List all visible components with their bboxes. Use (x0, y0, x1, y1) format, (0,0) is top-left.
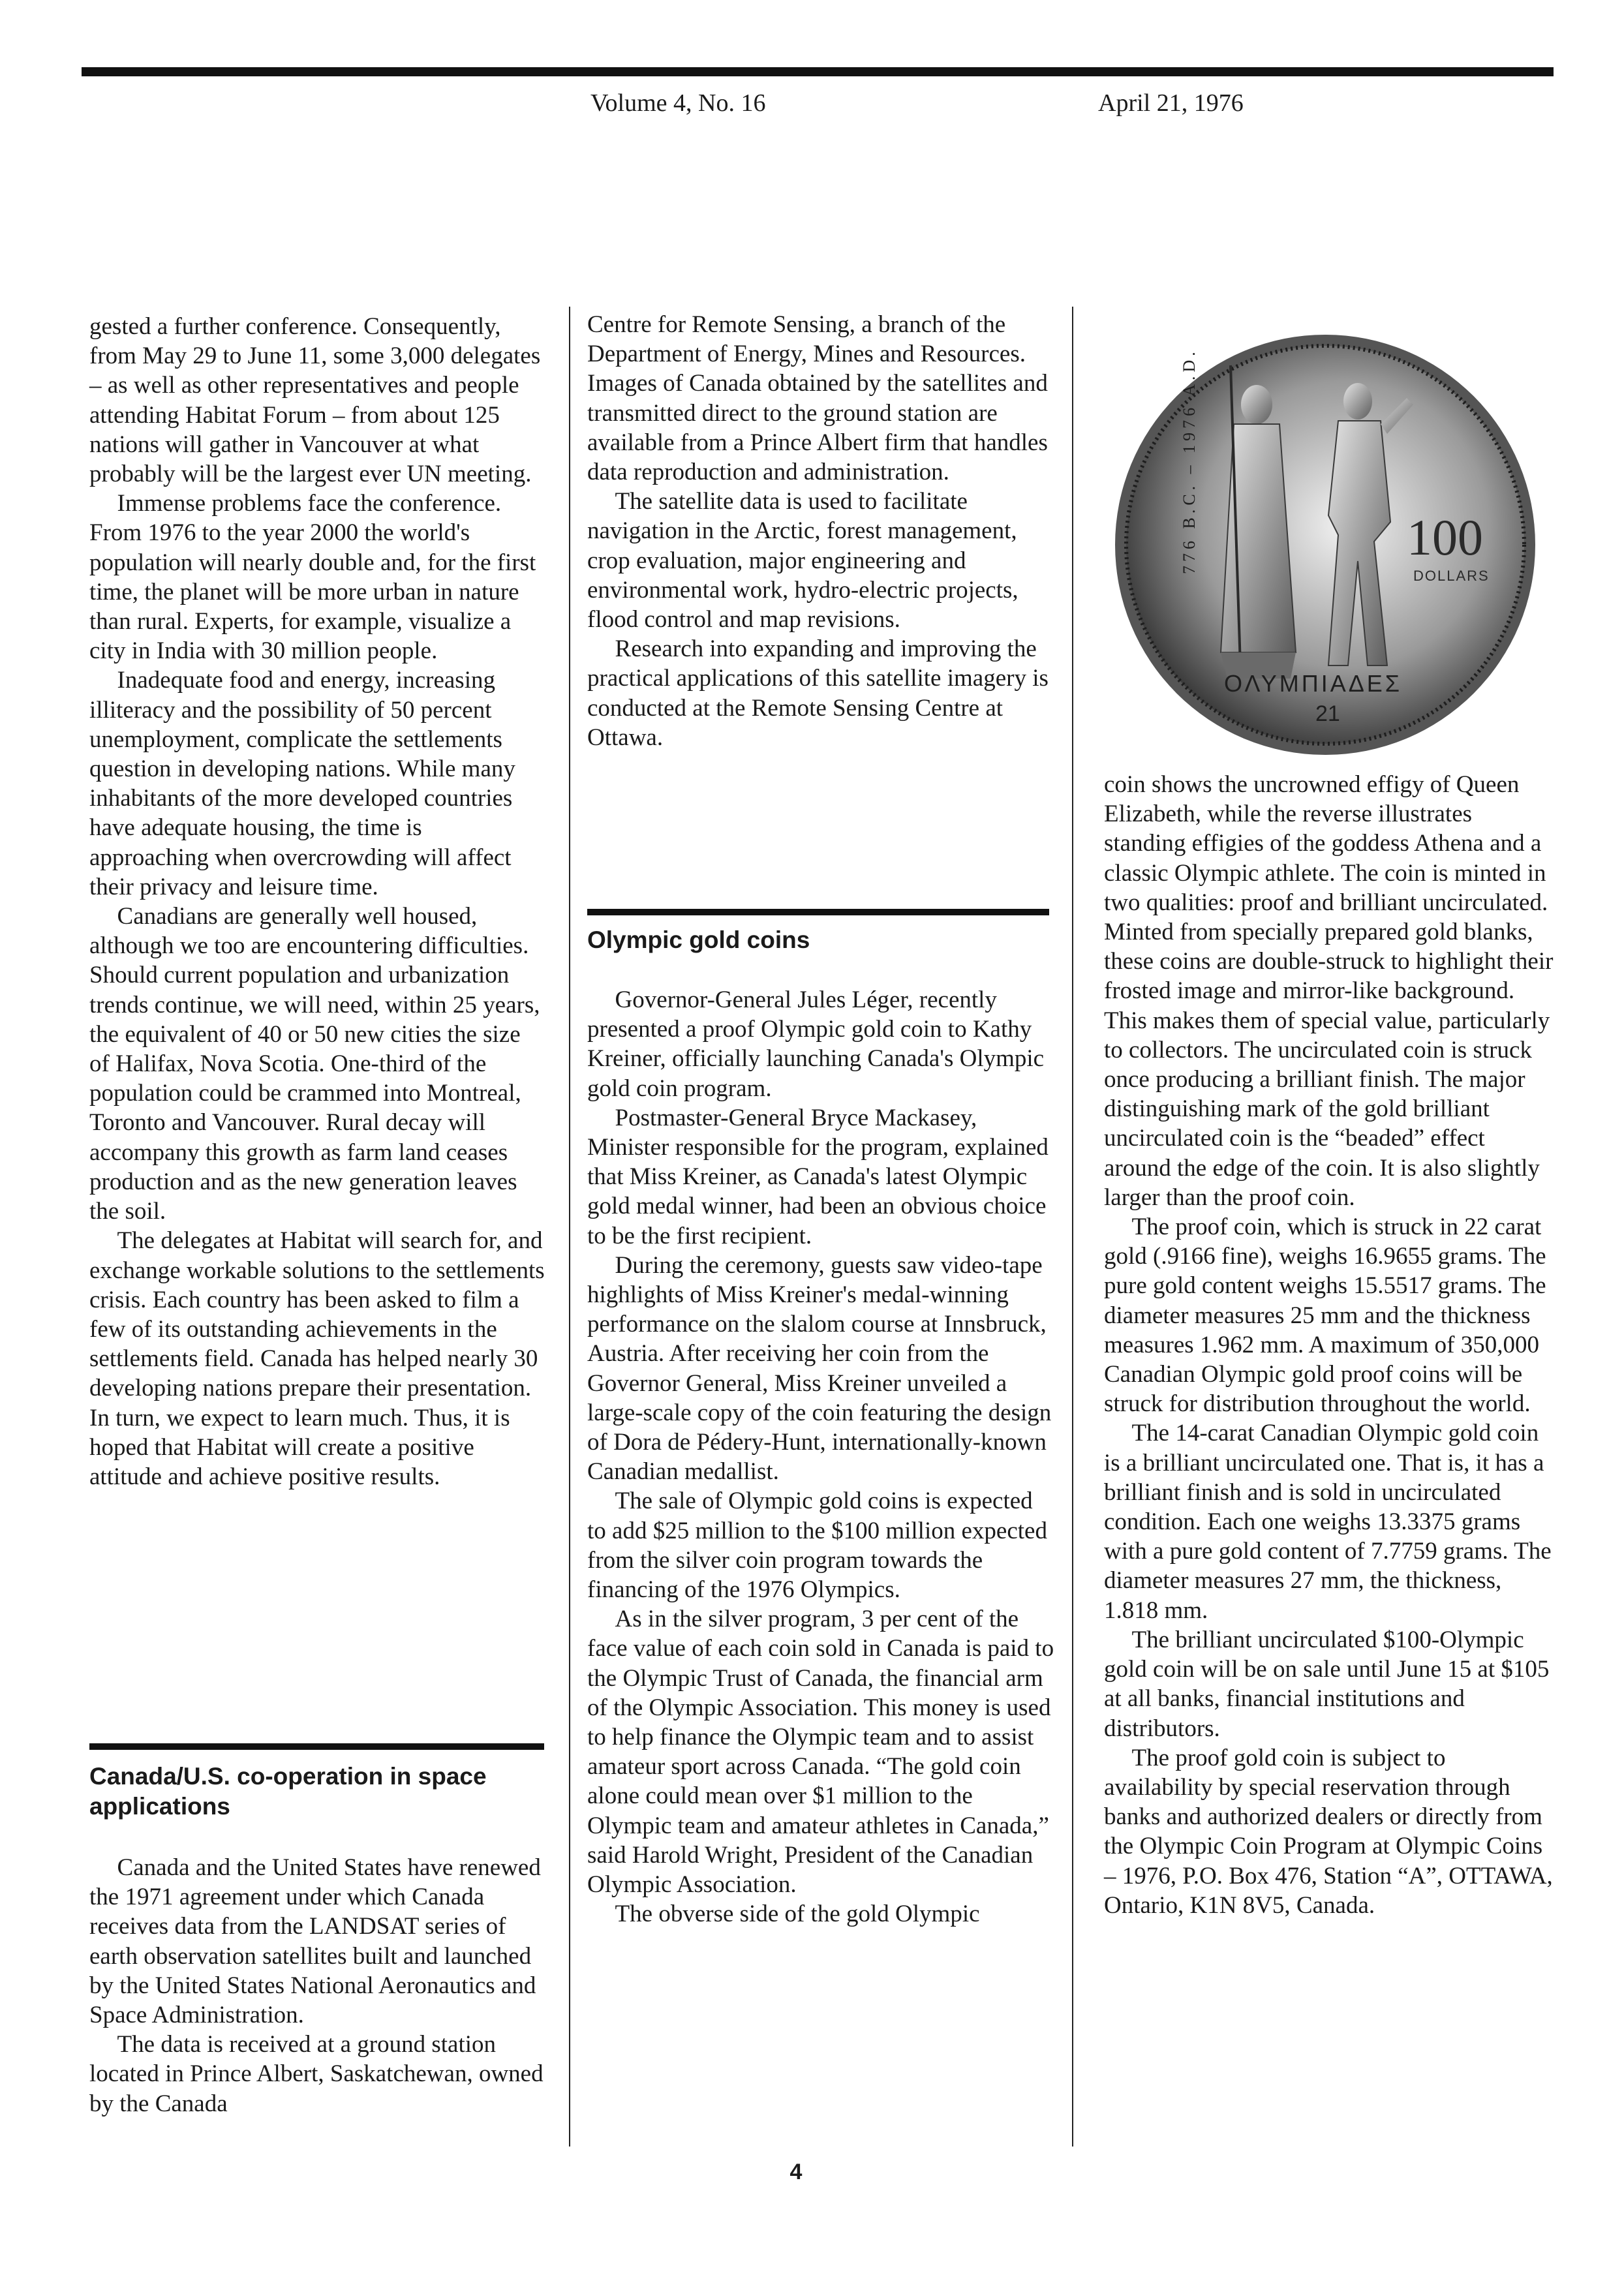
paragraph: The proof gold coin is subject to availability by special reservation through banks and authorized dealers or directly from the Olympic Coin Program at Olympic Coins – 1976, P.O. Box 476, Station “A”, OTTAWA, Ontario, K1N 8V5, Canada. (1104, 1744, 1553, 1919)
gold-section-body (587, 985, 1057, 1929)
page-number: 4 (789, 2160, 803, 2184)
paragraph: Immense problems face the conference. From 1976 to the year 2000 the world's population will nearly double and, for the first time, the planet will be more urban in nature than rural. Experts, for example, visualize a city in India with 30 million people. (89, 490, 536, 665)
paragraph: The proof coin, which is struck in 22 carat gold (.9166 fine), weighs 16.9655 grams. The pure gold content weighs 15.5517 grams. The diameter measures 25 mm and the thickness measures 1.962 mm. A maximum of 350,000 Canadian Olympic gold proof coins will be struck for distribution throughout the world. (1104, 1214, 1546, 1418)
issue-date: April 21, 1976 (1098, 89, 1244, 117)
paragraph: The brilliant uncirculated $100-Olympic gold coin will be on sale until June 15 at $105 at all banks, financial institutions and distributors. (1104, 1626, 1550, 1742)
column-3 (1104, 770, 1554, 1920)
top-rule (82, 67, 1554, 76)
paragraph: The delegates at Habitat will search for, and exchange workable solutions to the settlements crisis. Each country has been asked to film a few of its outstanding achievements in the settlements field. Canada has helped nearly 30 developing nations prepare their presentation. In turn, we expect to learn much. Thus, it is hoped that Habitat will create a positive attitude and achieve positive results. (89, 1227, 545, 1490)
paragraph: Centre for Remote Sensing, a branch of the Department of Energy, Mines and Resources. Images of Canada obtained by the satellites and transmitted direct to the ground station are available from a Prince Albert firm that handles data reproduction and administration. (587, 311, 1048, 486)
paragraph: Canada and the United States have renewed the 1971 agreement under which Canada receives data from the LANDSAT series of earth observation satellites built and launched by the United States National Aeronautics and Space Administration. (89, 1854, 541, 2029)
section-heading-gold: Olympic gold coins (587, 926, 810, 953)
paragraph: As in the silver program, 3 per cent of the face value of each coin sold in Canada is paid to the Olympic Trust of Canada, the financial arm of the Olympic Association. This money is used to help finance the Olympic team and to assist amateur sport across Canada. “The gold coin alone could mean over $1 million to the Olympic team and amateur athletes in Canada,” said Harold Wright, President of the Canadian Olympic Association. (587, 1606, 1054, 1899)
paragraph: coin shows the uncrowned effigy of Queen Elizabeth, while the reverse illustrates standing effigies of the goddess Athena and a classic Olympic athlete. The coin is minted in two qualities: proof and brilliant uncirculated. Minted from specially prepared gold blanks, these coins are double-struck to highlight their frosted image and mirror-like background. This makes them of special value, particularly to collectors. The uncirculated coin is struck once producing a brilliant finish. The major distinguishing mark of the gold brilliant uncirculated coin is the “beaded” effect around the edge of the coin. It is also slightly larger than the proof coin. (1104, 771, 1554, 1211)
issue-volume: Volume 4, No. 16 (590, 89, 766, 117)
paragraph: Canadians are generally well housed, although we too are encountering difficulties. Should current population and urbanization trends continue, we will need, within 25 years, the equivalent of 40 or 50 new cities the size of Halifax, Nova Scotia. One-third of the population could be crammed into Montreal, Toronto and Vancouver. Rural decay will accompany this growth as farm land ceases production and as the new generation leaves the soil. (89, 903, 540, 1225)
column-2 (587, 310, 1057, 752)
coin-photo (1100, 326, 1550, 770)
paragraph: The obverse side of the gold Olympic (615, 1901, 980, 1928)
paragraph: The 14-carat Canadian Olympic gold coin is a brilliant uncirculated one. That is, it has a brilliant finish and is sold in uncirculated condition. Each one weighs 13.3375 grams with a pure gold content of 7.7759 grams. The diameter measures 27 mm, the thickness, 1.818 mm. (1104, 1420, 1552, 1624)
coin-unit: DOLLARS (1413, 568, 1490, 584)
paragraph: Governor-General Jules Léger, recently presented a proof Olympic gold coin to Kathy Kreiner, officially launching Canada's Olympic gold coin program. (587, 986, 1045, 1102)
coin-greek-inscription: ΟΛΥΜΠΙΑΔΕΣ (1224, 670, 1403, 697)
coin-dates: 776 B.C. – 1976 A.D. (1180, 348, 1199, 574)
coin-number: 21 (1315, 701, 1340, 726)
paragraph: Postmaster-General Bryce Mackasey, Minister responsible for the program, explained that Miss Kreiner, as Canada's latest Olympic gold medal winner, had been an obvious choice to be the first recipient. (587, 1104, 1049, 1249)
paragraph: The satellite data is used to facilitate navigation in the Arctic, forest management, crop evaluation, major engineering and environmental work, hydro-electric projects, flood control and map revisions. (587, 488, 1019, 634)
column-divider (569, 307, 570, 2147)
paragraph: gested a further conference. Consequently, from May 29 to June 11, some 3,000 delegates – as well as other representatives and people attending Habitat Forum – from about 125 nations will gather in Vancouver at what probably will be the largest ever UN meeting. (89, 313, 541, 488)
column-divider (1072, 307, 1073, 2147)
column-1 (89, 312, 546, 1491)
space-section-body (89, 1853, 546, 2118)
olympic-coin-image (1100, 326, 1550, 770)
paragraph: During the ceremony, guests saw video-tape highlights of Miss Kreiner's medal-winning performance on the slalom course at Innsbruck, Austria. After receiving her coin from the Governor General, Miss Kreiner unveiled a large-scale copy of the coin featuring the design of Dora de Pédery-Hunt, internationally-known Canadian medallist. (587, 1251, 1052, 1486)
paragraph: Inadequate food and energy, increasing illiteracy and the possibility of 50 percent unemployment, complicate the settlements question in developing nations. While many inhabitants of the more developed countries have adequate housing, the time is approaching when overcrowding will affect their privacy and leisure time. (89, 667, 515, 900)
paragraph: Research into expanding and improving the practical applications of this satellite imagery is conducted at the Remote Sensing Centre at Ottawa. (587, 635, 1049, 751)
coin-denomination: 100 (1407, 509, 1483, 566)
section-rule (587, 909, 1049, 915)
paragraph: The sale of Olympic gold coins is expected to add $25 million to the $100 million expected from the silver coin program towards the financing of the 1976 Olympics. (587, 1488, 1047, 1604)
section-rule (89, 1743, 544, 1750)
section-heading-space: Canada/U.S. co-operation in space applications (89, 1763, 487, 1820)
paragraph: The data is received at a ground station located in Prince Albert, Saskatchewan, owned by the Canada (89, 2031, 544, 2117)
